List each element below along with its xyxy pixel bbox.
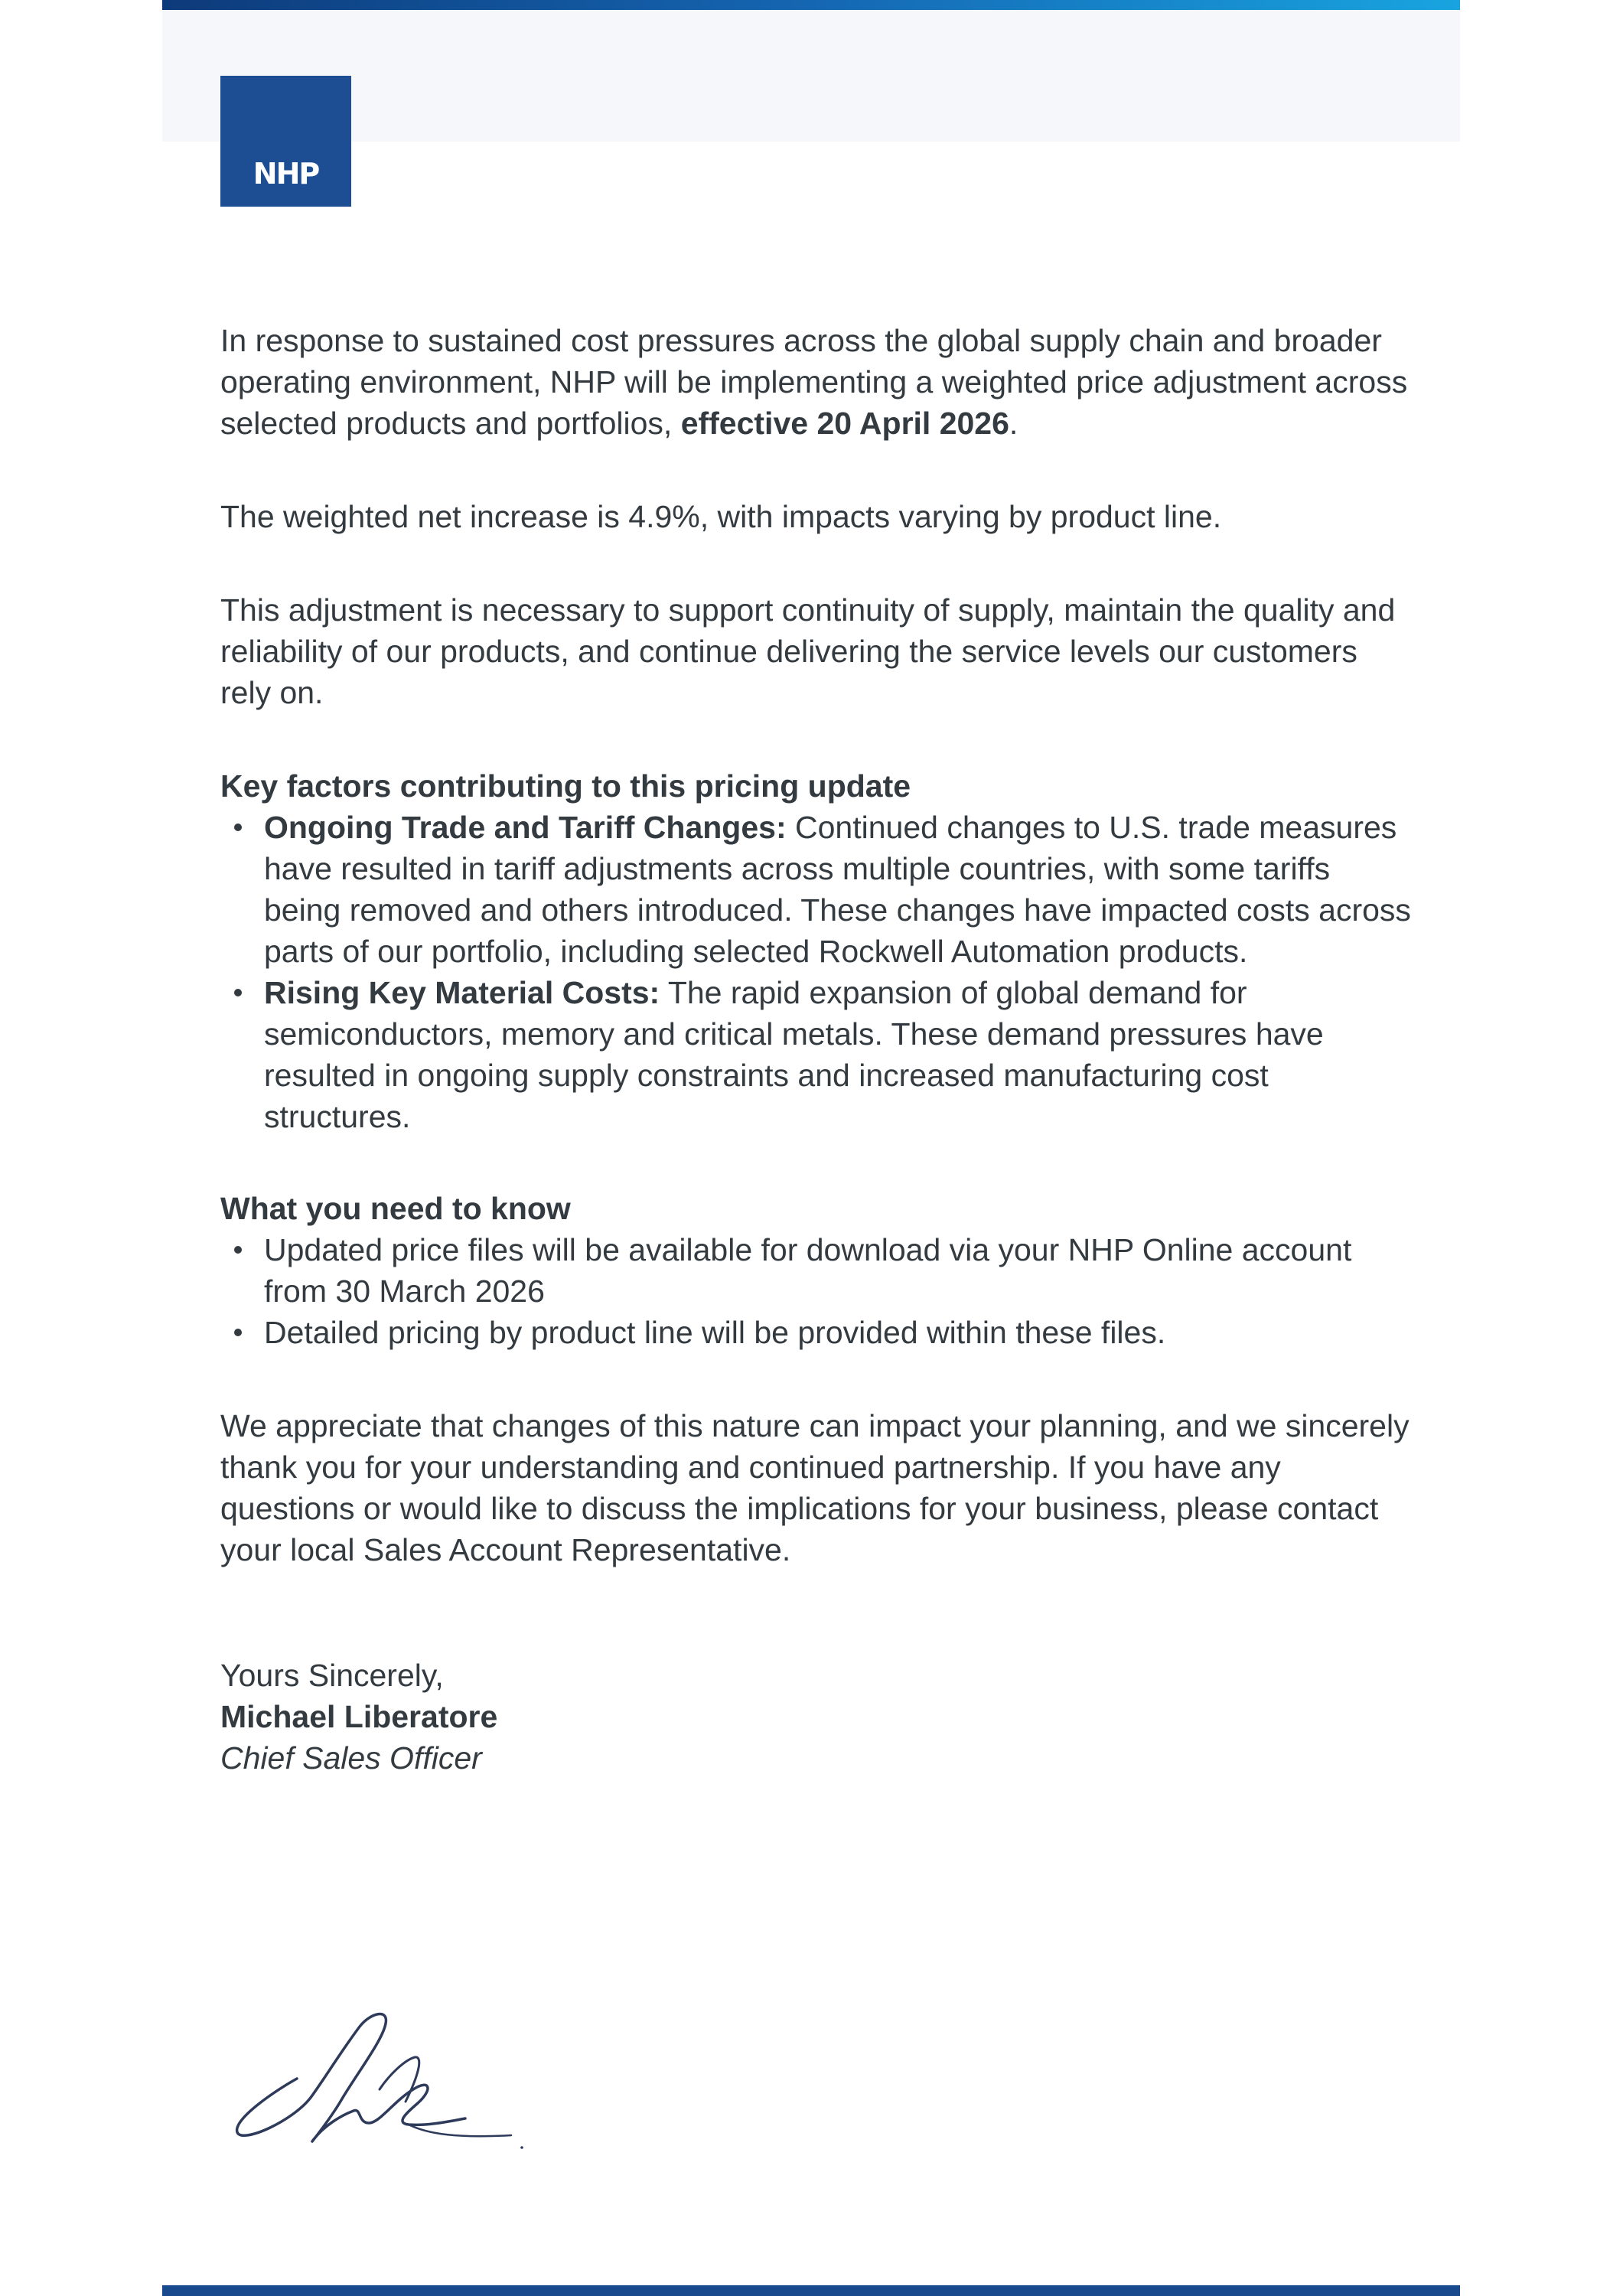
- factor-text: The rapid expansion of global demand for semiconductors, memory and critical metals. These demand pressures have resulted in ongoing supply constraints and increased manufacturing cost structures.: [264, 975, 1324, 1134]
- signatory-title: Chief Sales Officer: [220, 1740, 482, 1776]
- signoff: [220, 1655, 1414, 1779]
- net-increase-paragraph: The weighted net increase is 4.9%, with impacts varying by product line.: [220, 499, 1222, 534]
- intro-paragraph: [220, 320, 1414, 444]
- intro-text: In response to sustained cost pressures across the global supply chain and broader operating environment, NHP will be implementing a weighted price adjustment across selected products and portfolios,: [220, 323, 1408, 441]
- letter-body: [220, 320, 1414, 1779]
- header-band: [162, 10, 1460, 142]
- closing-paragraph: We appreciate that changes of this nature can impact your planning, and we sincerely thank you for your understanding and continued partnership. If you have any questions or would like to discuss the implications for your business, please contact your local Sales Account Representative.: [220, 1408, 1410, 1567]
- intro-end: .: [1009, 406, 1018, 441]
- factor-title: Rising Key Material Costs:: [264, 975, 660, 1010]
- need-to-know-list: [220, 1229, 1414, 1353]
- key-factors-list: [220, 807, 1414, 1137]
- logo-text: NHP: [253, 157, 319, 191]
- handwritten-signature: [227, 2004, 533, 2157]
- factor-title: Ongoing Trade and Tariff Changes:: [264, 810, 787, 845]
- bottom-accent-bar: [162, 2285, 1460, 2296]
- need-to-know-heading: What you need to know: [220, 1191, 571, 1226]
- effective-date: effective 20 April 2026: [680, 406, 1009, 441]
- adjustment-paragraph: This adjustment is necessary to support continuity of supply, maintain the quality and reliability of our products, and continue delivering the service levels our customers rely on.: [220, 592, 1396, 710]
- top-accent-bar: [162, 0, 1460, 10]
- salutation: Yours Sincerely,: [220, 1658, 444, 1693]
- key-factors-heading: Key factors contributing to this pricing update: [220, 768, 911, 804]
- list-item: Updated price files will be available for download via your NHP Online account from 30 March 2026: [264, 1229, 1414, 1312]
- list-item: Detailed pricing by product line will be provided within these files.: [264, 1312, 1414, 1353]
- nhp-logo: [220, 76, 351, 207]
- signatory-name: Michael Liberatore: [220, 1699, 498, 1734]
- list-item: [264, 807, 1414, 972]
- factor-text: Continued changes to U.S. trade measures have resulted in tariff adjustments across multiple countries, with some tariffs being removed and others introduced. These changes have impacted costs across parts of our portfolio, including selected Rockwell Automation products.: [264, 810, 1411, 969]
- list-item: [264, 972, 1414, 1137]
